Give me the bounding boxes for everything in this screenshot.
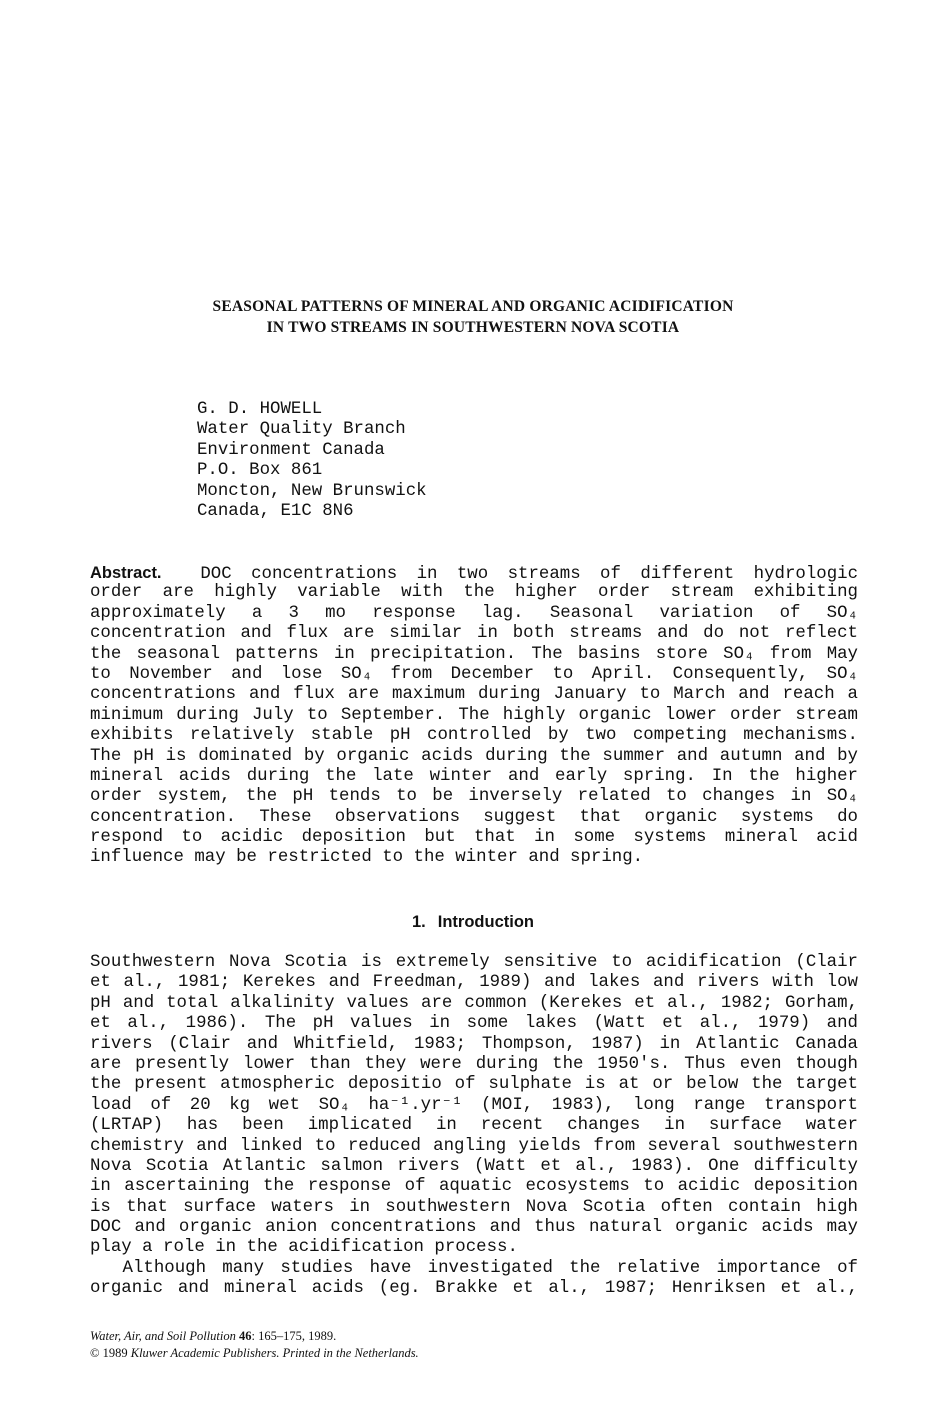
abstract-line: order system, the pH tends to be inversely related to changes in SO₄ — [90, 787, 858, 807]
author-country-postcode: Canada, E1C 8N6 — [197, 502, 354, 522]
abstract-line: to November and lose SO₄ from December to April. Consequently, SO₄ — [90, 664, 858, 684]
section-title: Introduction — [437, 913, 534, 931]
abstract-line: concentration. These observations suggest that organic systems do — [90, 807, 858, 827]
abstract-line: Abstract. DOC concentrations in two streams of different hydrologic — [90, 564, 859, 584]
journal-pages-year: : 165–175, 1989. — [251, 1329, 337, 1343]
abstract-label: Abstract. — [90, 564, 162, 582]
section-number: 1. — [412, 913, 426, 931]
paper-title-line-1: SEASONAL PATTERNS OF MINERAL AND ORGANIC ACIDIFICATION — [212, 298, 734, 315]
abstract-line: approximately a 3 mo response lag. Seasonal variation of SO₄ — [90, 603, 858, 623]
body-line: chemistry and linked to reduced angling yields from several southwestern — [90, 1136, 858, 1156]
abstract-line: order are highly variable with the higher order stream exhibiting — [90, 583, 858, 603]
body-line: load of 20 kg wet SO₄ ha⁻¹.yr⁻¹ (MOI, 1983), long range transport — [90, 1095, 858, 1115]
abstract-line: minimum during July to September. The highly organic lower order stream — [90, 705, 858, 725]
journal-name: Water, Air, and Soil Pollution — [90, 1329, 236, 1343]
introduction-body — [90, 953, 858, 1300]
copyright-year: © 1989 — [90, 1346, 128, 1360]
journal-volume: 46 — [238, 1329, 252, 1343]
journal-footer — [90, 1328, 419, 1362]
author-name: G. D. HOWELL — [197, 400, 323, 419]
paper-title — [0, 296, 946, 338]
body-line: are presently lower than they were during the 1950's. Thus even though — [90, 1054, 858, 1074]
abstract — [90, 563, 858, 869]
abstract-line: exhibits relatively stable pH controlled by two competing mechanisms. — [90, 726, 858, 746]
paper-title-line-2: IN TWO STREAMS IN SOUTHWESTERN NOVA SCOTIA — [266, 319, 680, 336]
abstract-line: The pH is dominated by organic acids during the summer and autumn and by — [90, 746, 858, 766]
abstract-line: influence may be restricted to the winter and spring. — [90, 848, 644, 868]
author-affiliation-org: Environment Canada — [197, 440, 385, 460]
abstract-line: mineral acids during the late winter and early spring. In the higher — [90, 766, 858, 786]
abstract-line: concentration and flux are similar in both streams and do not reflect — [90, 624, 858, 644]
body-line: Nova Scotia Atlantic salmon rivers (Watt et al., 1983). One difficulty — [90, 1156, 858, 1176]
section-heading — [0, 911, 946, 933]
author-block — [197, 400, 427, 522]
body-line: DOC and organic anion concentrations and thus natural organic acids may — [90, 1218, 858, 1238]
body-line: is that surface waters in southwestern Nova Scotia often contain high — [90, 1197, 858, 1217]
abstract-line: respond to acidic deposition but that in some systems mineral acid — [90, 828, 858, 848]
author-po-box: P.O. Box 861 — [197, 461, 323, 481]
abstract-line: the seasonal patterns in precipitation. The basins store SO₄ from May — [90, 644, 858, 664]
author-city: Moncton, New Brunswick — [197, 481, 427, 501]
body-line: Southwestern Nova Scotia is extremely sensitive to acidification (Clair — [90, 953, 858, 972]
body-line: organic and mineral acids (eg. Brakke et al., 1987; Henriksen et al., — [90, 1279, 858, 1299]
citation-line — [90, 1328, 419, 1345]
author-affiliation-branch: Water Quality Branch — [197, 420, 406, 440]
abstract-line: concentrations and flux are maximum during January to March and reach a — [90, 685, 858, 705]
body-line: et al., 1986). The pH values in some lakes (Watt et al., 1979) and — [90, 1014, 858, 1034]
body-line: Although many studies have investigated the relative importance of — [90, 1258, 858, 1278]
copyright-line — [90, 1345, 419, 1362]
body-line: in ascertaining the response of aquatic ecosystems to acidic deposition — [90, 1177, 858, 1197]
body-line: (LRTAP) has been implicated in recent changes in surface water — [90, 1116, 858, 1136]
body-line: play a role in the acidification process. — [90, 1238, 518, 1258]
body-line: rivers (Clair and Whitfield, 1983; Thompson, 1987) in Atlantic Canada — [90, 1034, 858, 1054]
body-line: et al., 1981; Kerekes and Freedman, 1989) and lakes and rivers with low — [90, 973, 858, 993]
publisher-note: Kluwer Academic Publishers. Printed in the Netherlands. — [130, 1346, 419, 1360]
body-line: the present atmospheric depositio of sulphate is at or below the target — [90, 1075, 858, 1095]
body-line: pH and total alkalinity values are common (Kerekes et al., 1982; Gorham, — [90, 993, 858, 1013]
